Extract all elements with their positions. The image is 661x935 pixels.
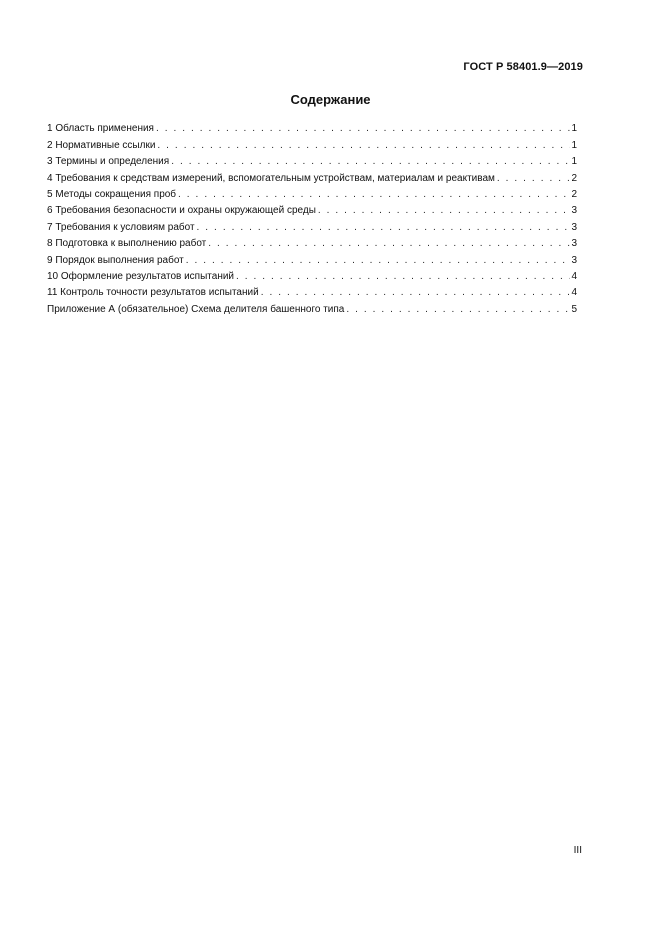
toc-entry-label: 5 Методы сокращения проб (47, 188, 177, 200)
toc-entry-label: 11 Контроль точности результатов испытаний (47, 287, 259, 299)
toc-entry[interactable] (47, 135, 577, 151)
toc-entry-page: 3 (571, 221, 577, 233)
toc-entry-label: 9 Порядок выполнения работ (47, 254, 184, 266)
leader-dots (156, 123, 570, 135)
leader-dots (178, 189, 570, 201)
toc-entry-label: 6 Требования безопасности и охраны окружающей среды (47, 205, 316, 217)
toc-entry-page: 1 (571, 156, 577, 168)
leader-dots (346, 304, 570, 316)
leader-dots (261, 287, 571, 299)
leader-dots (236, 271, 570, 283)
leader-dots (171, 156, 570, 168)
toc-entry-page: 2 (571, 172, 577, 184)
toc-entry-page: 3 (571, 205, 577, 217)
table-of-contents (47, 119, 577, 316)
toc-entry-page: 3 (571, 238, 577, 250)
toc-entry-label: 10 Оформление результатов испытаний (47, 270, 235, 282)
toc-entry[interactable] (47, 283, 577, 299)
toc-entry-label: 8 Подготовка к выполнению работ (47, 238, 207, 250)
toc-entry[interactable] (47, 217, 577, 233)
toc-entry[interactable] (47, 299, 577, 315)
toc-entry-page: 3 (571, 254, 577, 266)
toc-title: Содержание (290, 92, 371, 107)
toc-entry[interactable] (47, 119, 577, 135)
leader-dots (208, 238, 570, 250)
toc-entry-page: 2 (571, 188, 577, 200)
document-code: ГОСТ Р 58401.9—2019 (463, 61, 583, 73)
toc-entry[interactable] (47, 168, 577, 184)
leader-dots (186, 255, 571, 267)
toc-entry-page: 5 (571, 303, 577, 315)
toc-entry-label: 2 Нормативные ссылки (47, 139, 156, 151)
leader-dots (157, 140, 570, 152)
toc-entry-label: 4 Требования к средствам измерений, вспомогательным устройствам, материалам и реактивам (47, 172, 495, 184)
toc-entry-page: 1 (571, 139, 577, 151)
toc-entry[interactable] (47, 267, 577, 283)
toc-entry-label: 7 Требования к условиям работ (47, 221, 195, 233)
toc-entry[interactable] (47, 185, 577, 201)
toc-entry[interactable] (47, 250, 577, 266)
toc-entry-label: 3 Термины и определения (47, 156, 170, 168)
toc-entry[interactable] (47, 201, 577, 217)
toc-entry[interactable] (47, 152, 577, 168)
toc-entry-label: 1 Область применения (47, 123, 154, 135)
toc-entry-page: 1 (571, 123, 577, 135)
leader-dots (197, 222, 571, 234)
leader-dots (497, 173, 571, 185)
page-number: III (573, 845, 582, 856)
toc-entry-label: Приложение А (обязательное) Схема делителя башенного типа (47, 303, 345, 315)
toc-entry-page: 4 (571, 270, 577, 282)
toc-entry[interactable] (47, 234, 577, 250)
leader-dots (318, 205, 571, 217)
toc-entry-page: 4 (571, 287, 577, 299)
